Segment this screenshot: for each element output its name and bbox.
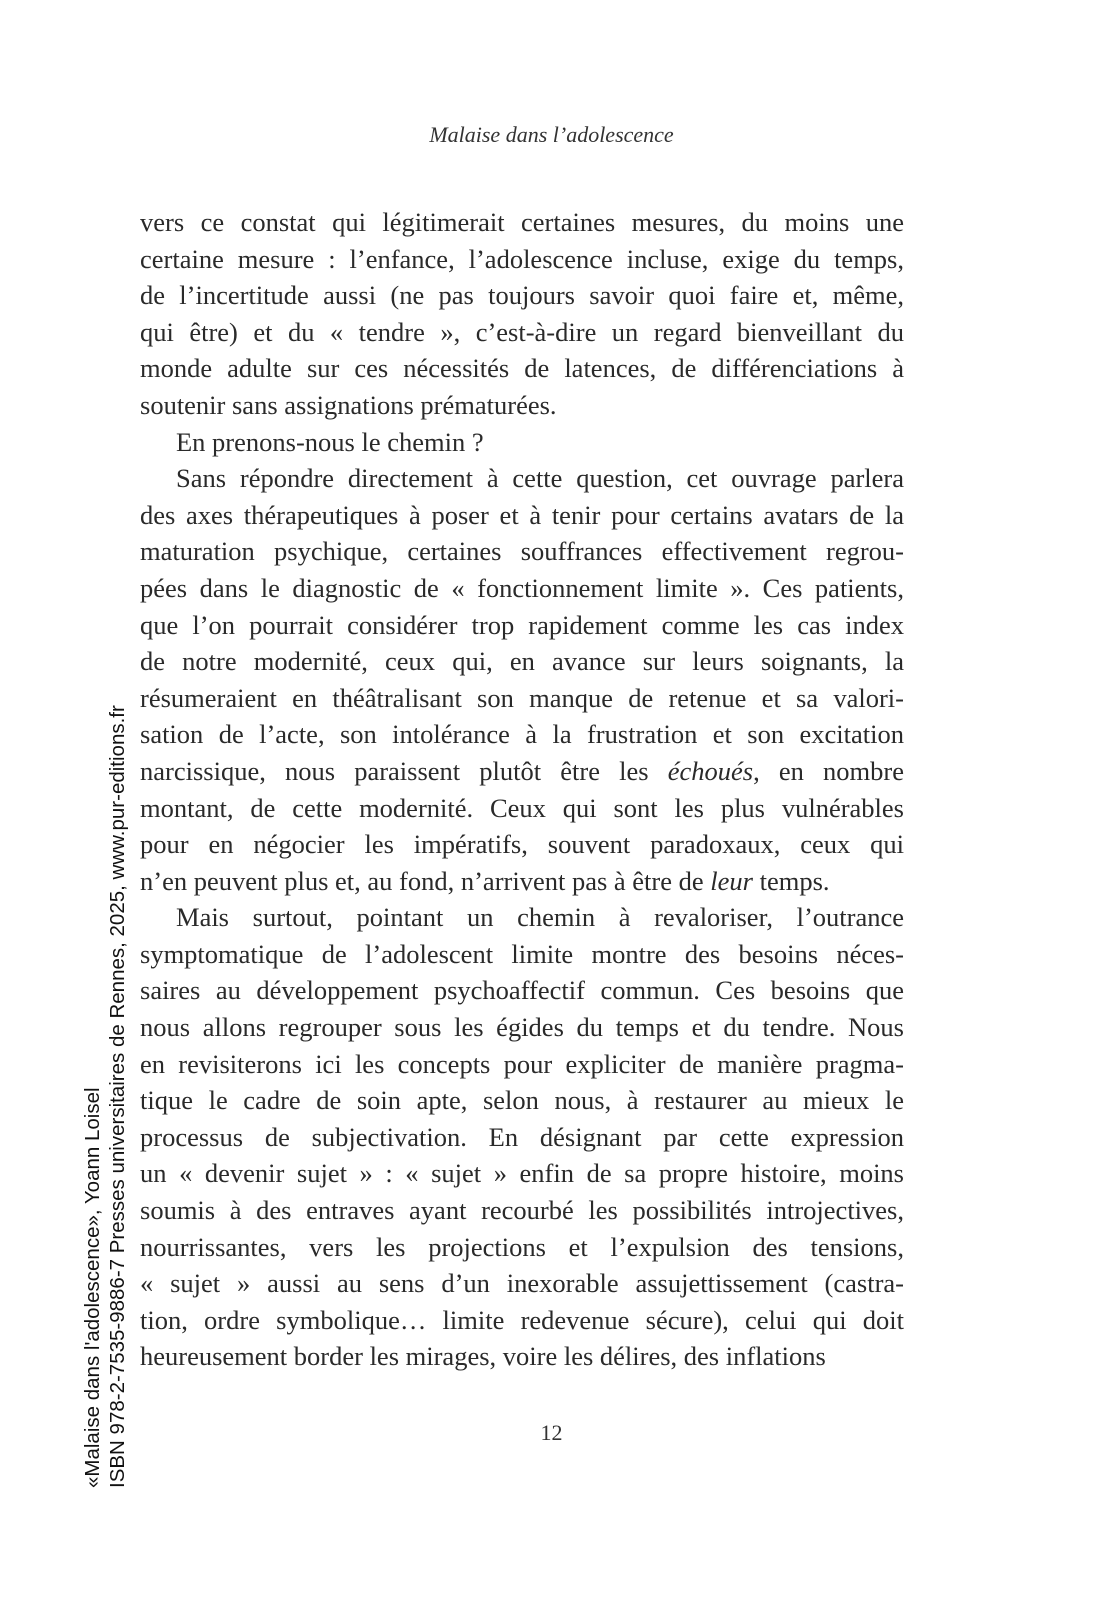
text-line (140, 1009, 904, 1046)
body-text (140, 204, 904, 1375)
text-segment: « sujet » aussi au sens d’un inexorable assujettissement (castra- (140, 1268, 904, 1299)
text-line (140, 241, 904, 278)
paragraph (140, 424, 904, 461)
text-segment: saires au développement psychoaffectif commun. Ces besoins que (140, 975, 904, 1006)
text-segment: pées dans le diagnostic de « fonctionnement limite ». Ces patients, (140, 572, 904, 603)
page-number: 12 (540, 1420, 563, 1445)
side-credit-title: «Malaise dans l'adolescence», Yoann Loisel (81, 1087, 104, 1488)
text-line (140, 1192, 904, 1229)
text-segment: un « devenir sujet » : « sujet » enfin de sa propre histoire, moins (140, 1158, 904, 1189)
text-segment: n’en peuvent plus et, au fond, n’arrivent pas à être de (140, 865, 711, 896)
text-segment: certaine mesure : l’enfance, l’adolescence incluse, exige du temps, (140, 243, 904, 274)
text-line (140, 936, 904, 973)
italic-word: leur (710, 865, 753, 896)
text-segment: tique le cadre de soin apte, selon nous, à restaurer au mieux le (140, 1085, 904, 1116)
text-line (140, 1082, 904, 1119)
paragraph (140, 204, 904, 424)
text-line (140, 753, 904, 790)
text-line (140, 350, 904, 387)
text-line (140, 1338, 904, 1375)
text-line (140, 460, 904, 497)
text-line (140, 680, 904, 717)
text-line (140, 716, 904, 753)
text-line (140, 1302, 904, 1339)
text-line (140, 826, 904, 863)
text-segment: vers ce constat qui légitimerait certaines mesures, du moins une (140, 207, 904, 237)
text-line (140, 643, 904, 680)
text-line (140, 1155, 904, 1192)
text-segment: des axes thérapeutiques à poser et à tenir pour certains avatars de la (140, 499, 904, 530)
text-segment: Mais surtout, pointant un chemin à revaloriser, l’outrance (176, 902, 904, 933)
text-segment: Sans répondre directement à cette question, cet ouvrage parlera (176, 463, 904, 494)
text-segment: symptomatique de l’adolescent limite montre des besoins néces- (140, 938, 904, 969)
text-line (140, 1265, 904, 1302)
text-segment: pour en négocier les impératifs, souvent paradoxaux, ceux qui (140, 829, 904, 860)
text-segment: que l’on pourrait considérer trop rapidement comme les cas index (140, 609, 904, 640)
text-line (140, 204, 904, 241)
text-segment: tion, ordre symbolique… limite redevenue sécure), celui qui doit (140, 1304, 904, 1335)
side-credit (80, 705, 130, 1488)
italic-word: échoués (667, 755, 754, 786)
text-line (140, 1119, 904, 1156)
text-line (140, 533, 904, 570)
text-line (140, 863, 904, 900)
text-line (140, 387, 904, 424)
text-segment: En prenons-nous le chemin ? (176, 426, 484, 457)
text-segment: maturation psychique, certaines souffrances effectivement regrou- (140, 536, 904, 567)
text-line (140, 570, 904, 607)
text-segment: temps. (752, 865, 830, 896)
text-line (140, 899, 904, 936)
text-line (140, 497, 904, 534)
side-credit-isbn: ISBN 978-2-7535-9886-7 Presses universitaires de Rennes, 2025, www.pur-editions.fr (106, 705, 129, 1488)
text-line (140, 1046, 904, 1083)
text-segment: monde adulte sur ces nécessités de latences, de différenciations à (140, 353, 904, 384)
text-segment: heureusement border les mirages, voire les délires, des inflations (140, 1341, 826, 1372)
running-head: Malaise dans l’adolescence (429, 122, 674, 147)
text-line (140, 972, 904, 1009)
text-segment: processus de subjectivation. En désignant par cette expression (140, 1121, 904, 1152)
paragraph (140, 460, 904, 899)
text-segment: montant, de cette modernité. Ceux qui sont les plus vulnérables (140, 792, 904, 823)
text-segment: nous allons regrouper sous les égides du temps et du tendre. Nous (140, 1012, 904, 1043)
paragraph (140, 899, 904, 1375)
text-segment: en revisiterons ici les concepts pour expliciter de manière pragma- (140, 1048, 904, 1079)
text-segment: , en nombre (753, 755, 904, 786)
text-segment: sation de l’acte, son intolérance à la frustration et son excitation (140, 719, 904, 750)
text-segment: de notre modernité, ceux qui, en avance sur leurs soignants, la (140, 646, 904, 677)
text-segment: qui être) et du « tendre », c’est-à-dire un regard bienveillant du (140, 316, 904, 347)
text-line (140, 1229, 904, 1266)
text-segment: narcissique, nous paraissent plutôt être les (140, 755, 668, 786)
text-segment: résumeraient en théâtralisant son manque de retenue et sa valori- (140, 682, 904, 713)
text-segment: de l’incertitude aussi (ne pas toujours savoir quoi faire et, même, (140, 280, 904, 311)
text-segment: soutenir sans assignations prématurées. (140, 389, 557, 420)
text-segment: soumis à des entraves ayant recourbé les possibilités introjectives, (140, 1195, 904, 1226)
text-line (140, 424, 904, 461)
text-line (140, 277, 904, 314)
text-line (140, 607, 904, 644)
text-line (140, 790, 904, 827)
text-segment: nourrissantes, vers les projections et l’expulsion des tensions, (140, 1231, 904, 1262)
text-line (140, 314, 904, 351)
